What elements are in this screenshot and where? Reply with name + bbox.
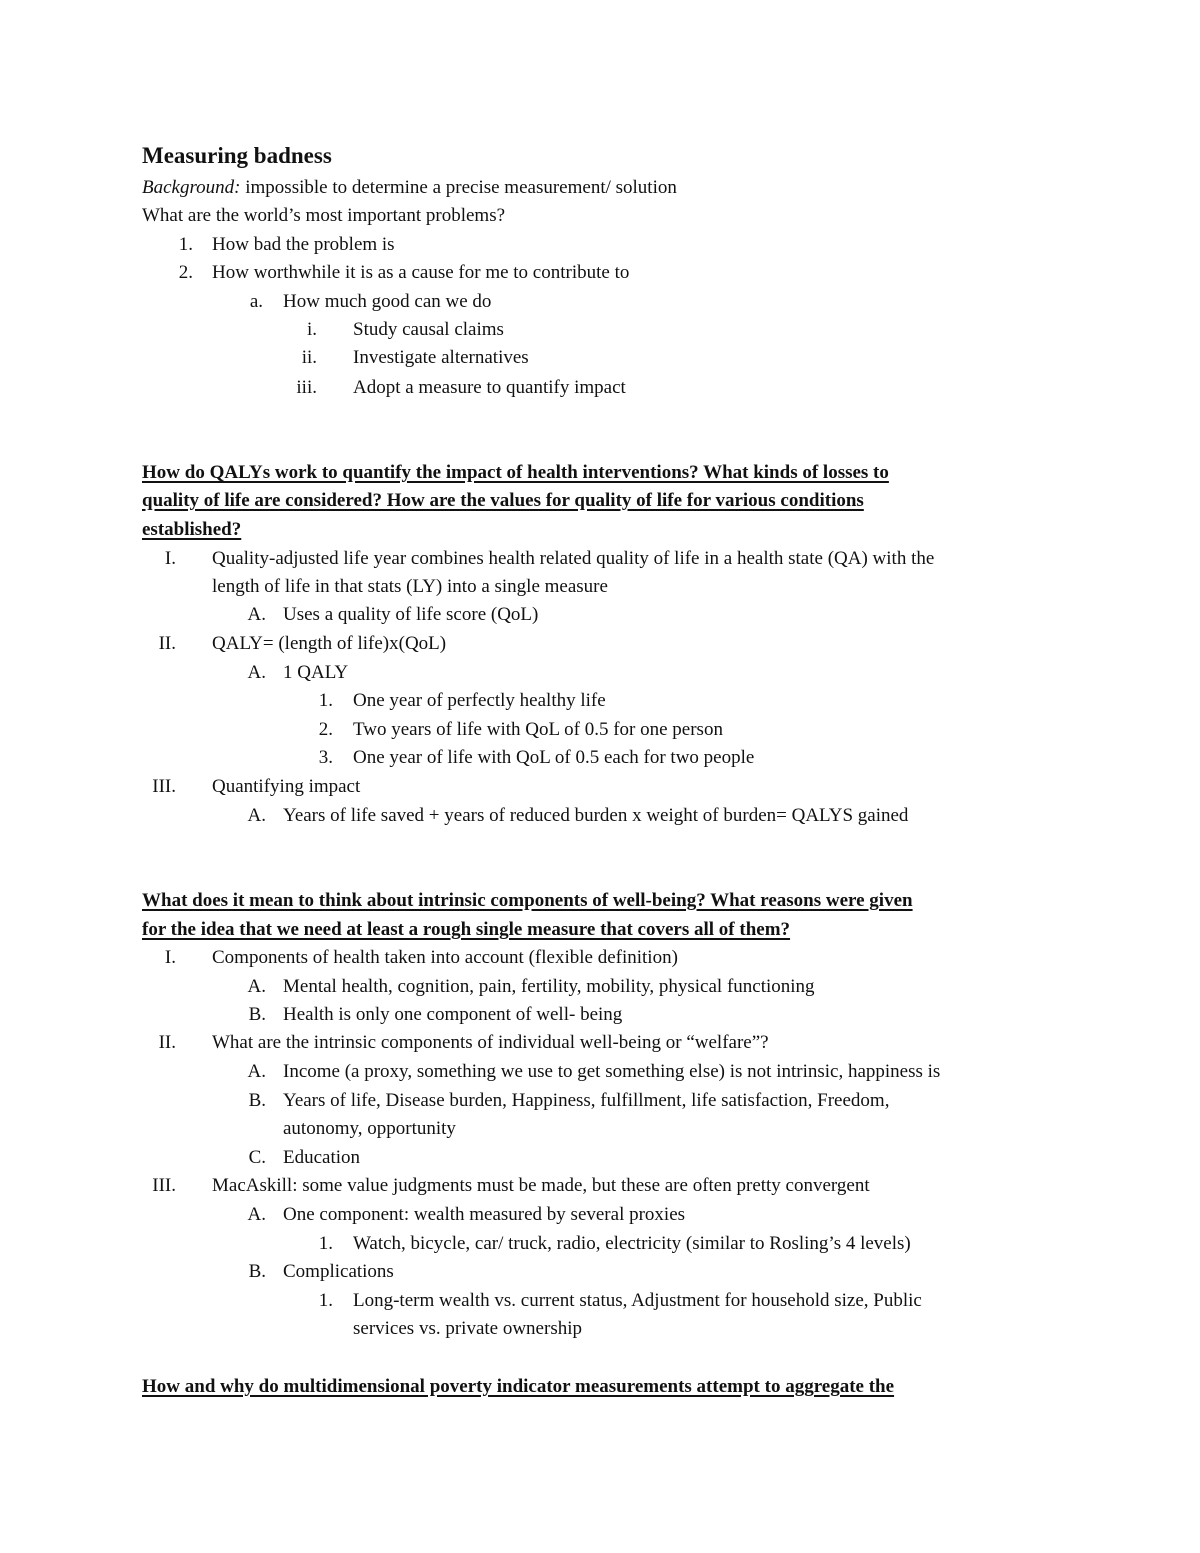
list-marker: 2. bbox=[178, 262, 193, 283]
list-marker: II. bbox=[158, 1032, 176, 1053]
list-item: length of life in that stats (LY) into a single measure bbox=[212, 576, 608, 597]
list-marker: 1. bbox=[318, 1290, 333, 1311]
list-item: Complications bbox=[283, 1261, 394, 1282]
list-marker: 2. bbox=[318, 719, 333, 740]
list-item: Years of life, Disease burden, Happiness, fulfillment, life satisfaction, Freedom, bbox=[283, 1090, 890, 1111]
list-marker: ii. bbox=[301, 347, 317, 368]
list-marker: B. bbox=[248, 1090, 266, 1111]
list-item: Watch, bicycle, car/ truck, radio, electricity (similar to Rosling’s 4 levels) bbox=[353, 1233, 911, 1254]
list-item: Uses a quality of life score (QoL) bbox=[283, 604, 539, 625]
list-item: Years of life saved + years of reduced burden x weight of burden= QALYS gained bbox=[283, 805, 909, 826]
list-item: One year of perfectly healthy life bbox=[353, 690, 606, 711]
list-marker: iii. bbox=[296, 377, 317, 398]
list-marker: I. bbox=[164, 548, 176, 569]
list-item: MacAskill: some value judgments must be made, but these are often pretty convergent bbox=[212, 1175, 870, 1196]
list-item: Long-term wealth vs. current status, Adjustment for household size, Public bbox=[353, 1290, 922, 1311]
list-item: Quality-adjusted life year combines health related quality of life in a health state (QA) with the bbox=[212, 548, 935, 569]
list-item: How bad the problem is bbox=[212, 234, 395, 255]
list-item: Mental health, cognition, pain, fertility, mobility, physical functioning bbox=[283, 976, 815, 997]
list-marker: A. bbox=[247, 976, 266, 997]
list-item: services vs. private ownership bbox=[353, 1318, 582, 1339]
section2-heading: What does it mean to think about intrinsic components of well-being? What reasons were given bbox=[142, 890, 913, 911]
list-item: autonomy, opportunity bbox=[283, 1118, 456, 1139]
list-item: Investigate alternatives bbox=[353, 347, 529, 368]
list-item: Adopt a measure to quantify impact bbox=[353, 377, 626, 398]
list-item: How much good can we do bbox=[283, 291, 492, 312]
list-marker: A. bbox=[247, 604, 266, 625]
list-marker: B. bbox=[248, 1004, 266, 1025]
list-item: Education bbox=[283, 1147, 361, 1168]
list-marker: 1. bbox=[318, 690, 333, 711]
list-marker: B. bbox=[248, 1261, 266, 1282]
list-marker: 1. bbox=[178, 234, 193, 255]
list-item: How worthwhile it is as a cause for me to contribute to bbox=[212, 262, 630, 283]
list-item: Two years of life with QoL of 0.5 for one person bbox=[353, 719, 723, 740]
section3-heading: How and why do multidimensional poverty indicator measurements attempt to aggregate the bbox=[142, 1376, 895, 1397]
background-line bbox=[142, 176, 677, 200]
list-marker: C. bbox=[248, 1147, 266, 1168]
list-item: 1 QALY bbox=[283, 662, 349, 683]
list-item: Quantifying impact bbox=[212, 776, 361, 797]
background-text: impossible to determine a precise measurement/ solution bbox=[240, 177, 677, 198]
list-marker: A. bbox=[247, 805, 266, 826]
list-marker: A. bbox=[247, 1204, 266, 1225]
list-marker: a. bbox=[249, 291, 263, 312]
page-title: Measuring badness bbox=[142, 143, 332, 168]
section2-heading: for the idea that we need at least a rough single measure that covers all of them? bbox=[142, 919, 791, 940]
list-item: QALY= (length of life)x(QoL) bbox=[212, 633, 447, 654]
list-item: Components of health taken into account (flexible definition) bbox=[212, 947, 678, 968]
list-item: Study causal claims bbox=[353, 319, 504, 340]
section1-heading: How do QALYs work to quantify the impact of health interventions? What kinds of losses to bbox=[142, 462, 889, 483]
list-marker: II. bbox=[158, 633, 176, 654]
list-item: Health is only one component of well- being bbox=[283, 1004, 623, 1025]
list-marker: i. bbox=[306, 319, 317, 340]
list-item: What are the intrinsic components of individual well-being or “welfare”? bbox=[212, 1032, 769, 1053]
list-marker: A. bbox=[247, 1061, 266, 1082]
section1-heading: quality of life are considered? How are the values for quality of life for various conditions bbox=[142, 490, 864, 511]
list-marker: I. bbox=[164, 947, 176, 968]
list-item: Income (a proxy, something we use to get something else) is not intrinsic, happiness is bbox=[283, 1061, 941, 1082]
list-item: One year of life with QoL of 0.5 each for two people bbox=[353, 747, 755, 768]
list-marker: A. bbox=[247, 662, 266, 683]
background-label: Background: bbox=[142, 177, 241, 198]
list-marker: III. bbox=[152, 1175, 176, 1196]
list-item: One component: wealth measured by several proxies bbox=[283, 1204, 686, 1225]
list-marker: 1. bbox=[318, 1233, 333, 1254]
section1-heading: established? bbox=[142, 519, 242, 540]
intro-question: What are the world’s most important problems? bbox=[142, 205, 506, 226]
list-marker: III. bbox=[152, 776, 176, 797]
list-marker: 3. bbox=[318, 747, 333, 768]
